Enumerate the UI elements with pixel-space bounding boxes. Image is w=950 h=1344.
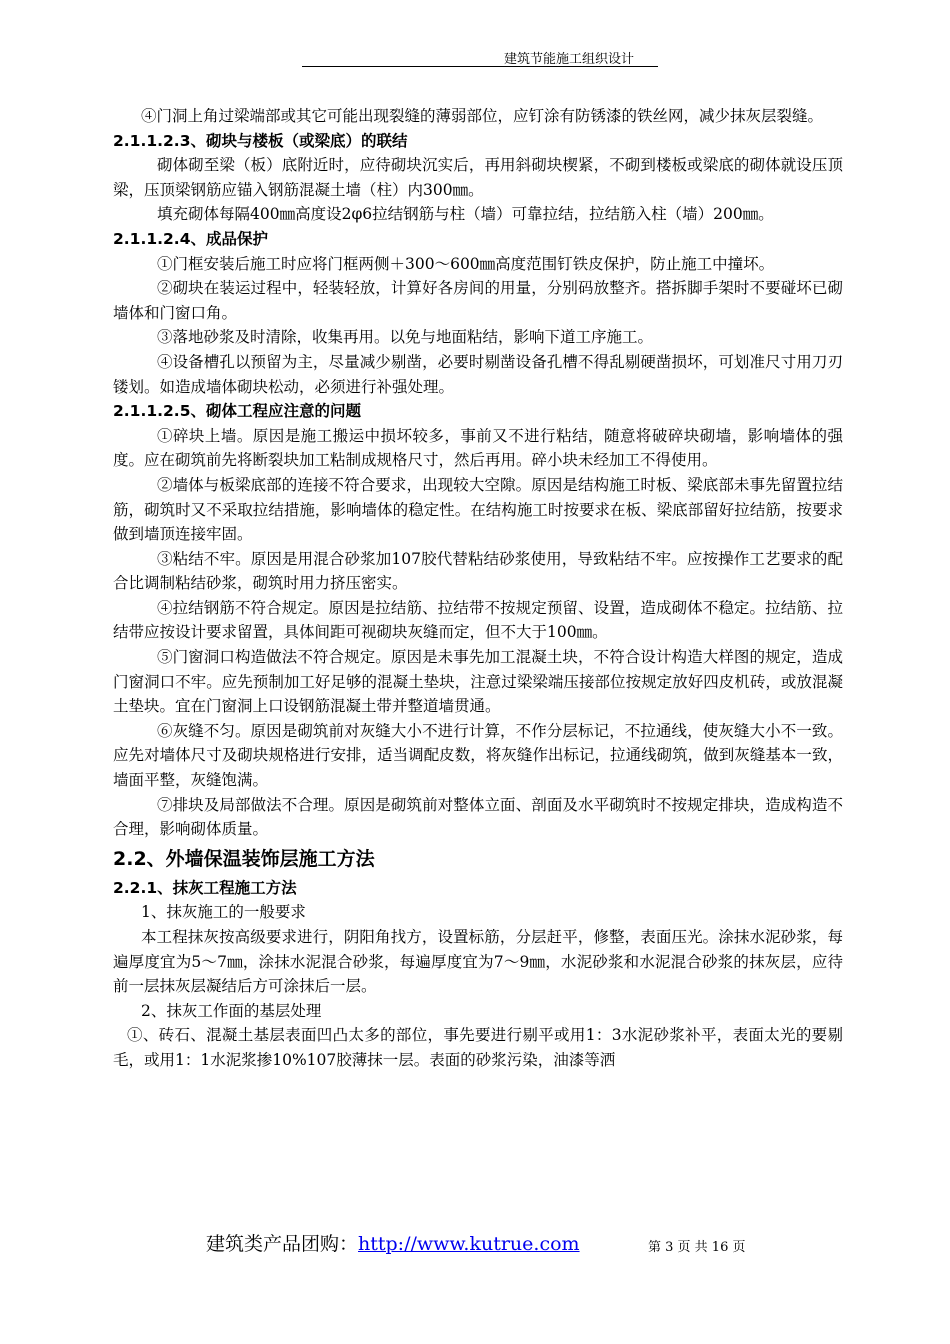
paragraph: ①碎块上墙。原因是施工搬运中损坏较多，事前又不进行粘结，随意将破碎块砌墙，影响墙体的强度。应在砌筑前先将断裂块加工粘制成规格尺寸，然后再用。碎小块未经加工不得使用。 bbox=[113, 426, 843, 470]
header-rule bbox=[302, 66, 658, 67]
paragraph: ①、砖石、混凝土基层表面凹凸太多的部位，事先要进行剔平或用1：3水泥砂浆补平，表面太光的要剔毛，或用1：1水泥浆掺10%107胶薄抹一层。表面的砂浆污染，油漆等洒 bbox=[113, 1026, 843, 1069]
paragraph: 砌体砌至梁（板）底附近时，应待砌块沉实后，再用斜砌块楔紧，不砌到楼板或梁底的砌体就设压顶梁，压顶梁钢筋应锚入钢筋混凝土墙（柱）内300㎜。 bbox=[113, 156, 843, 199]
document-body bbox=[113, 104, 843, 1073]
paragraph: ⑤门窗洞口构造做法不符合规定。原因是未事先加工混凝土块，不符合设计构造大样图的规定，造成门窗洞口不牢。应先预制加工好足够的混凝土垫块，注意过梁梁端压接部位按规定放好四皮机砖，或放混凝土垫块。宜在门窗洞上口设钢筋混凝土带并整道墙贯通。 bbox=[113, 648, 843, 716]
paragraph: ①门框安装后施工时应将门框两侧＋300～600㎜高度范围钉铁皮保护，防止施工中撞坏。 bbox=[157, 254, 775, 273]
section-heading: 2.1.1.2.3、砌块与楼板（或梁底）的联结 bbox=[113, 131, 408, 150]
paragraph: 本工程抹灰按高级要求进行，阴阳角找方，设置标筋，分层赶平，修整，表面压光。涂抹水泥砂浆，每遍厚度宜为5～7㎜，涂抹水泥混合砂浆，每遍厚度宜为7～9㎜，水泥砂浆和水泥混合砂浆的抹灰层，应待前一层抹灰层凝结后方可涂抹后一层。 bbox=[113, 928, 843, 996]
running-header: 建筑节能施工组织设计 bbox=[504, 52, 635, 67]
footer-link[interactable]: http://www.kutrue.com bbox=[358, 1233, 580, 1255]
page-number: 第 3 页 共 16 页 bbox=[648, 1240, 746, 1255]
paragraph: ⑥灰缝不匀。原因是砌筑前对灰缝大小不进行计算，不作分层标记，不拉通线，使灰缝大小不一致。应先对墙体尺寸及砌块规格进行安排，适当调配皮数，将灰缝作出标记，拉通线砌筑，做到灰缝基本一致，墙面平整，灰缝饱满。 bbox=[113, 721, 843, 790]
paragraph: 填充砌体每隔400㎜高度设2φ6拉结钢筋与柱（墙）可靠拉结，拉结筋入柱（墙）200㎜。 bbox=[157, 205, 774, 224]
section-heading: 2.2.1、抹灰工程施工方法 bbox=[113, 878, 297, 897]
paragraph: ④设备槽孔以预留为主，尽量减少剔凿，必要时剔凿设备孔槽不得乱剔硬凿损坏，可划准尺寸用刀刃镂划。如造成墙体砌块松动，必须进行补强处理。 bbox=[113, 352, 843, 396]
paragraph: ④门洞上角过梁端部或其它可能出现裂缝的薄弱部位，应钉涂有防锈漆的铁丝网，减少抹灰层裂缝。 bbox=[141, 107, 824, 125]
footer-label: 建筑类产品团购： bbox=[206, 1233, 359, 1255]
section-heading: 2.1.1.2.4、成品保护 bbox=[113, 229, 268, 248]
paragraph: ⑦排块及局部做法不合理。原因是砌筑前对整体立面、剖面及水平砌筑时不按规定排块，造成构造不合理，影响砌体质量。 bbox=[113, 795, 843, 839]
section-heading: 2.1.1.2.5、砌体工程应注意的问题 bbox=[113, 402, 361, 421]
paragraph: ②墙体与板梁底部的连接不符合要求，出现较大空隙。原因是结构施工时板、梁底部未事先留置拉结筋，砌筑时又不采取拉结措施，影响墙体的稳定性。在结构施工时按要求在板、梁底部留好拉结筋，按要求做到墙顶连接牢固。 bbox=[113, 475, 843, 544]
paragraph: ④拉结钢筋不符合规定。原因是拉结筋、拉结带不按规定预留、设置，造成砌体不稳定。拉结筋、拉结带应按设计要求留置，具体间距可视砌块灰缝而定，但不大于100㎜。 bbox=[113, 598, 843, 642]
paragraph: 1、抹灰施工的一般要求 bbox=[141, 903, 306, 922]
paragraph: ②砌块在装运过程中，轻装轻放，计算好各房间的用量，分别码放整齐。搭拆脚手架时不要碰坏已砌墙体和门窗口角。 bbox=[113, 279, 843, 322]
paragraph: 2、抹灰工作面的基层处理 bbox=[141, 1001, 322, 1020]
paragraph: ③落地砂浆及时清除，收集再用。以免与地面粘结，影响下道工序施工。 bbox=[157, 328, 654, 347]
chapter-heading: 2.2、外墙保温装饰层施工方法 bbox=[113, 847, 375, 870]
paragraph: ③粘结不牢。原因是用混合砂浆加107胶代替粘结砂浆使用，导致粘结不牢。应按操作工艺要求的配合比调制粘结砂浆，砌筑时用力挤压密实。 bbox=[113, 549, 843, 593]
footer bbox=[206, 1229, 580, 1256]
